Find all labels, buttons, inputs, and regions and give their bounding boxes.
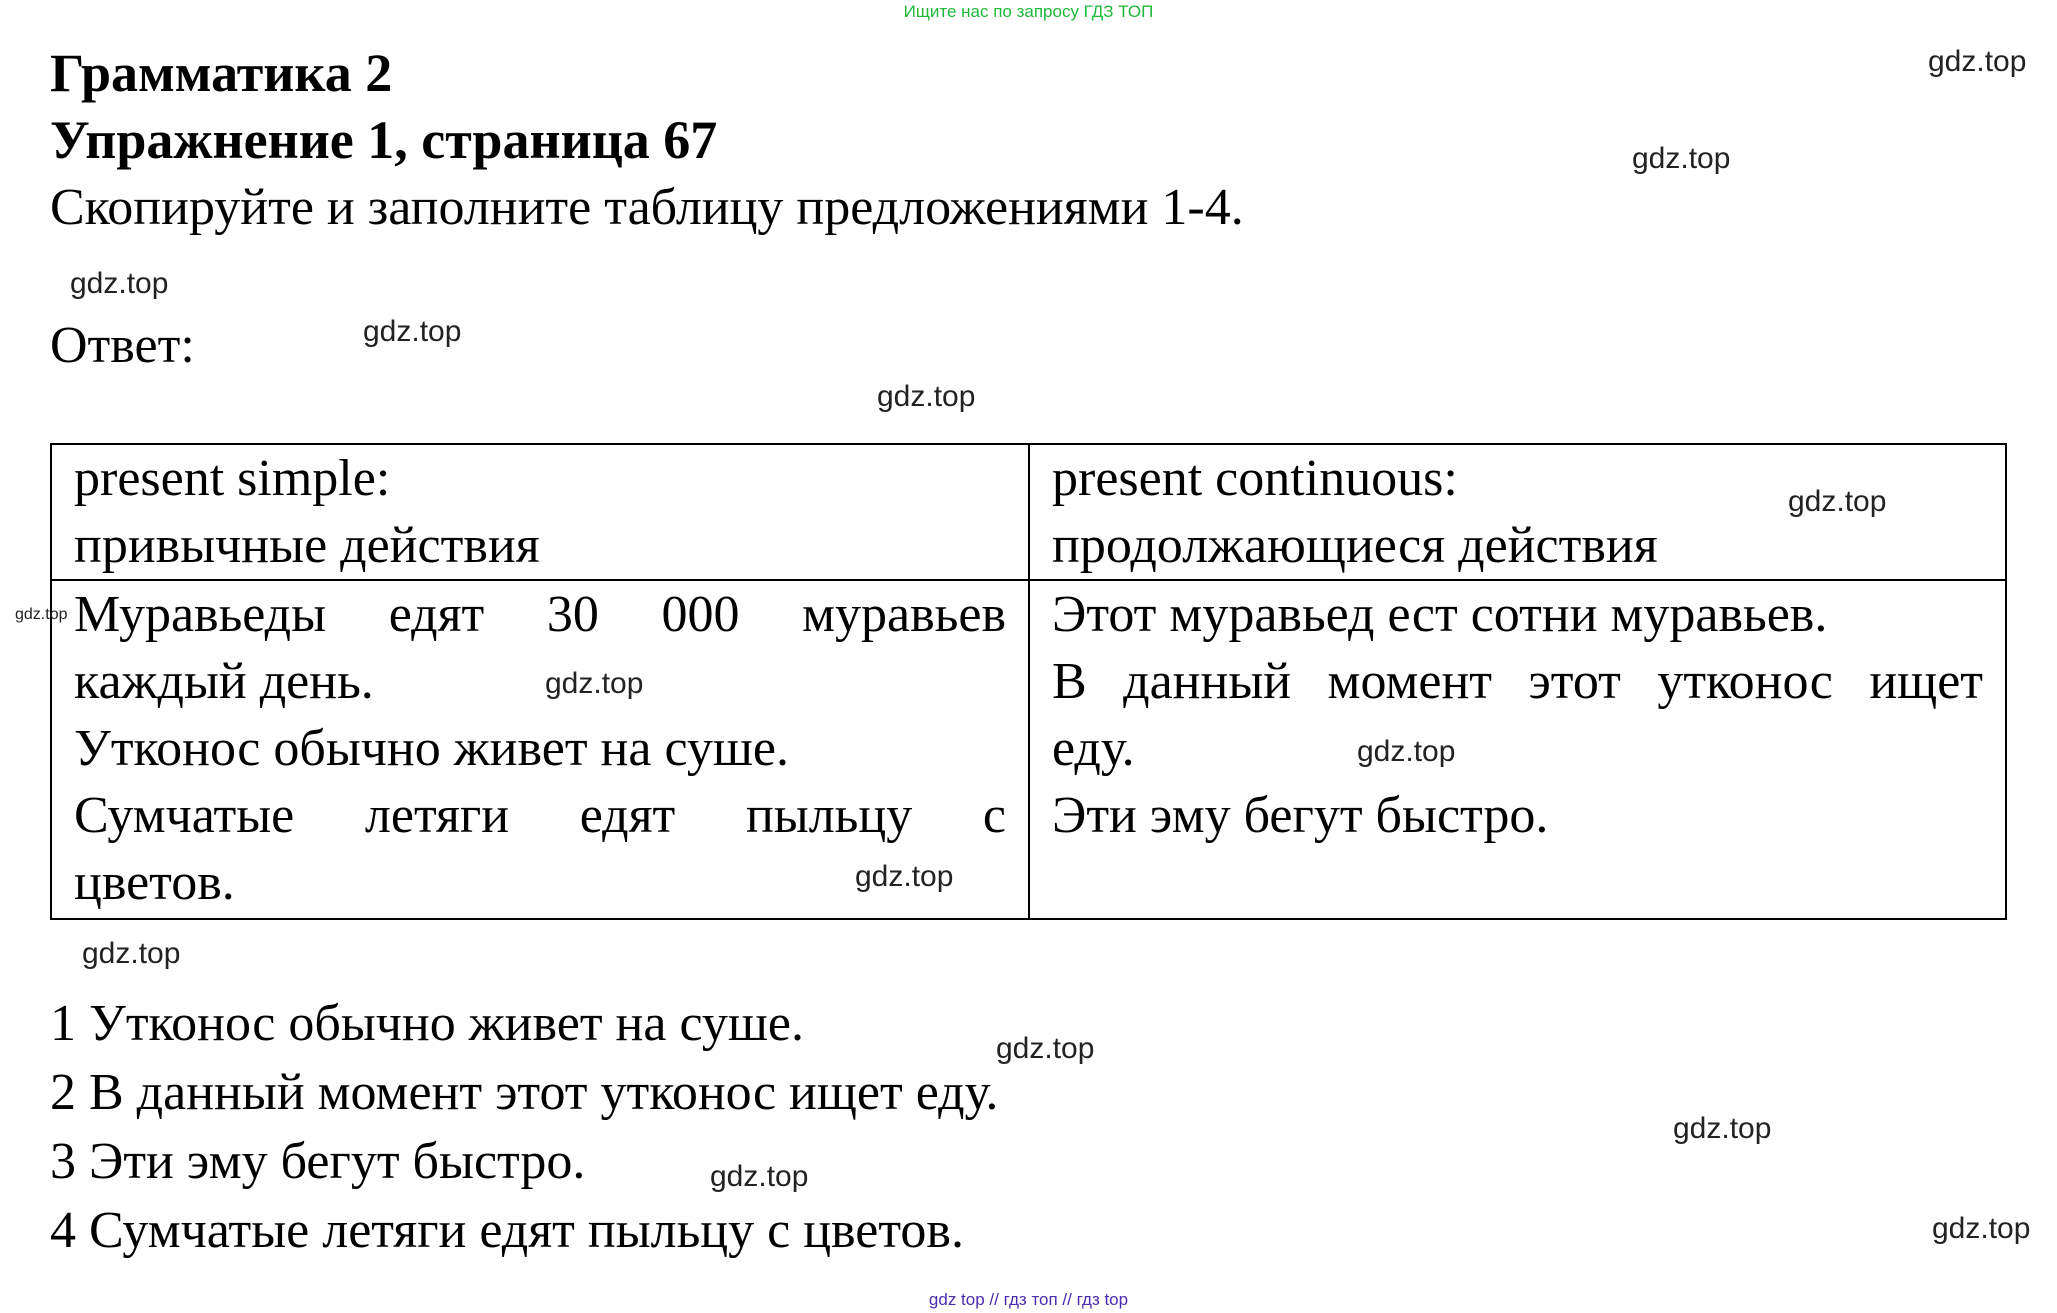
task-text: Скопируйте и заполните таблицу предложениями 1-4.	[50, 179, 1244, 236]
header-present-simple	[51, 444, 1029, 580]
watermark: gdz.top	[1673, 1112, 1772, 1145]
watermark: gdz.top	[1357, 735, 1456, 768]
watermark: gdz.top	[996, 1032, 1095, 1065]
watermark: gdz.top	[1932, 1212, 2031, 1245]
numbered-sentence-1: 1 Утконос обычно живет на суше.	[50, 995, 804, 1052]
numbered-sentence-4: 4 Сумчатые летяги едят пыльцу с цветов.	[50, 1202, 964, 1259]
numbered-sentence-3: 3 Эти эму бегут быстро.	[50, 1133, 586, 1190]
footer-watermark: gdz top // гдз топ // гдз top	[928, 1290, 1129, 1309]
table-sentence: Этот муравьед ест сотни муравьев.	[1052, 586, 1828, 643]
answer-table	[50, 443, 2007, 920]
table-sentence: каждый день.	[74, 653, 374, 710]
answer-label: Ответ:	[50, 317, 195, 374]
header-cell-line: привычные действия	[74, 517, 540, 574]
header-cell-line: present simple:	[74, 450, 391, 507]
watermark: gdz.top	[877, 380, 976, 413]
table-sentence: Эти эму бегут быстро.	[1052, 787, 1549, 844]
watermark: gdz.top	[15, 606, 68, 623]
table-sentence: Сумчатые летяги едят пыльцу с	[74, 787, 1006, 844]
watermark: gdz.top	[82, 937, 181, 970]
table-header-row	[51, 444, 2006, 580]
watermark: gdz.top	[710, 1160, 809, 1193]
watermark: gdz.top	[545, 667, 644, 700]
watermark: gdz.top	[70, 267, 169, 300]
header-cell-line: present continuous:	[1052, 450, 1458, 507]
table-sentence: В данный момент этот утконос ищет	[1052, 653, 1983, 710]
watermark: gdz.top	[1632, 142, 1731, 175]
table-sentence: Муравьеды едят 30 000 муравьев	[74, 586, 1006, 643]
watermark: gdz.top	[363, 315, 462, 348]
watermark: gdz.top	[855, 860, 954, 893]
table-sentence: еду.	[1052, 720, 1135, 777]
table-body-row	[51, 580, 2006, 919]
page-title: Грамматика 2	[50, 43, 393, 103]
table-sentence: цветов.	[74, 854, 235, 911]
watermark: gdz.top	[1788, 485, 1887, 518]
top-banner: Ищите нас по запросу ГДЗ ТОП	[903, 2, 1154, 21]
watermark: gdz.top	[1928, 45, 2027, 78]
table-sentence: Утконос обычно живет на суше.	[74, 720, 789, 777]
numbered-sentence-2: 2 В данный момент этот утконос ищет еду.	[50, 1064, 999, 1121]
present-continuous-cell	[1029, 580, 2006, 919]
header-cell-line: продолжающиеся действия	[1052, 517, 1658, 574]
exercise-title: Упражнение 1, страница 67	[50, 110, 718, 170]
